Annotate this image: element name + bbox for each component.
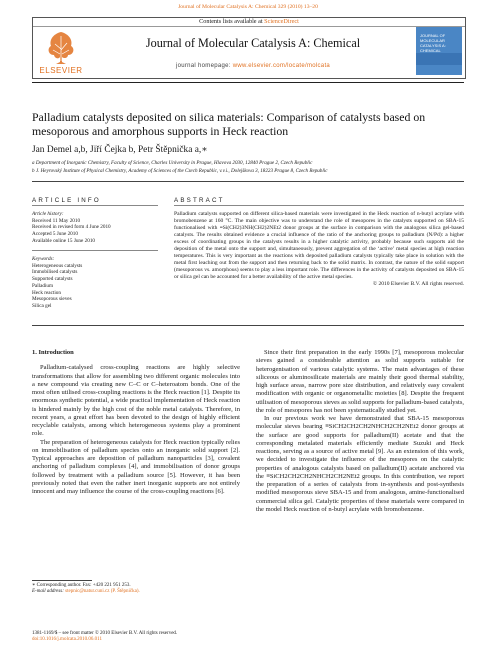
article-info-heading: ARTICLE INFO	[32, 197, 101, 204]
email-line: E-mail address: stepnic@natur.cuni.cz (P. Štěpnička).	[32, 589, 140, 595]
affiliation-b: b J. Heyrovský Institute of Physical Chemistry, Academy of Sciences of the Czech Republic, v.v.i., Dolejškova 3, 18223 Prague 8, Czech Republic	[32, 167, 328, 174]
history-item: Available online 15 June 2010	[32, 237, 96, 244]
sciencedirect-link[interactable]: ScienceDirect	[264, 18, 299, 25]
affiliations	[32, 160, 464, 175]
paragraph: In our previous work we have demonstrated that SBA-15 mesoporous molecular sieves bearing ≡SiCH2CH2CH2NHCH2CH2NEt2 donor groups at the surface are good supports for palladium(II) acetate and that the corresponding metalated materials efficiently mediate Suzuki and Heck reactions, serving as a source of active metal [9]. As an extension of this work, we decided to investigate the influence of the mesopores on the catalytic properties of analogous catalysts based on palladium(II) acetate anchored via the ≡SiCH2CH2CH2NHCH2CH2NEt2 groups. In this contribution, we report the preparation of a series of catalysts from in-synthesis and post-synthesis modified mesoporous sieve SBA-15 and from analogous, amine-functionalised commercial silica gel. Catalytic properties of these materials were compared in the model Heck reaction of n-butyl acrylate with bromobenzene.	[256, 415, 464, 513]
history-item: Received in revised form 4 June 2010	[32, 224, 111, 231]
keyword: Heck reaction	[32, 289, 61, 296]
paragraph: The preparation of heterogeneous catalysts for Heck reaction typically relies on immobilisation of palladium species onto an inorganic solid support [2]. Typical approaches are deposition of palladium nanoparticles [3], covalent anchoring of palladium complexes [4], and immobilisation of donor groups followed by treatment with a palladium source [5]. However, it has been previously noted that even the rather inert inorganic supports are not entirely innocent and may influence the course of the cross-coupling reactions [6].	[32, 438, 240, 495]
banner-divider	[33, 26, 465, 27]
issn-line: 1381-1169/$ – see front matter © 2010 Elsevier B.V. All rights reserved.	[32, 631, 178, 636]
issn-block	[32, 631, 292, 644]
keyword: Heterogeneous catalysts	[32, 262, 83, 269]
article-info-rule	[32, 205, 158, 206]
header-rule	[32, 82, 464, 83]
paragraph: Palladium-catalysed cross-coupling reactions are highly selective transformations that allow for assembling two different organic molecules into a new compound via creating new C–C or C–heteroatom bonds. One of the most often utilised cross-coupling reactions is the Heck reaction [1]. Despite its enormous synthetic potential, a wide practical implementation of Heck reaction is hindered mainly by the high cost of the noble metal catalysts. Therefore, in recent years, a great effort has been devoted to the design of highly efficient recyclable catalysts, among which heterogeneous systems play a prominent role.	[32, 364, 240, 438]
keywords-rule	[32, 250, 158, 251]
history-label: Article history:	[32, 211, 64, 217]
journal-title[interactable]: Journal of Molecular Catalysis A: Chemical	[145, 36, 361, 50]
publisher-name: ELSEVIER	[39, 66, 83, 75]
journal-banner	[32, 17, 466, 79]
history-item: Received 11 May 2010	[32, 217, 81, 224]
history-item: Accepted 5 June 2010	[32, 231, 78, 238]
keyword: Immobilised catalysts	[32, 269, 78, 276]
homepage-link[interactable]: www.elsevier.com/locate/molcata	[232, 63, 331, 69]
body-column-right	[256, 349, 464, 514]
cover-title: JOURNAL OF MOLECULAR CATALYSIS A: CHEMICAL	[420, 33, 446, 53]
journal-homepage: journal homepage: www.elsevier.com/locate/molcata	[175, 63, 331, 69]
keywords-label: Keywords:	[32, 256, 55, 262]
abstract-rule	[174, 205, 464, 206]
cover-band	[416, 53, 462, 65]
footnote-rule	[32, 580, 92, 581]
corresponding-author: ∗ Corresponding author. Fax: +420 221 951 253.	[32, 583, 131, 588]
affiliation-a: a Department of Inorganic Chemistry, Faculty of Science, Charles University in Prague, Hlavova 2030, 12840 Prague 2, Czech Republic	[32, 160, 313, 166]
running-header	[0, 4, 496, 10]
author-list: Jan Demel a,b, Jiří Čejka b, Petr Štěpnička a,∗	[32, 145, 208, 155]
article-title: Palladium catalysts deposited on silica materials: Comparison of catalysts based on mesoporous and amorphous supports in Heck reaction	[32, 110, 426, 138]
running-header-link[interactable]: Journal of Molecular Catalysis A: Chemical 329 (2010) 13–20	[178, 4, 318, 10]
footnote	[32, 583, 240, 596]
keyword: Silica gel	[32, 302, 52, 309]
elsevier-logo	[35, 28, 87, 76]
tree-icon	[43, 28, 79, 66]
title-rule	[32, 181, 464, 182]
body-column-left	[32, 349, 240, 496]
keyword: Supported catalysts	[32, 276, 73, 283]
keywords-list	[32, 256, 158, 310]
section-heading: 1. Introduction	[32, 349, 74, 356]
paragraph: Since their first preparation in the early 1990s [7], mesoporous molecular sieves gained a considerable attention as solid supports suitable for heterogenisation of various catalytic systems. The main advantages of these siliceous or aluminosilicate materials are mainly their good thermal stability, high surface areas, narrow pore size distribution, and relatively easy covalent modification with organic or organometallic moieties [8]. Despite the frequent utilisation of mesoporous sieves as solid supports for palladium-based catalysts, the role of mesopores has not been systematically studied yet.	[256, 349, 464, 414]
abstract-text: Palladium catalysts supported on different silica-based materials were investigated in the Heck reaction of n-butyl acrylate with bromobenzene at 160 °C. The main objective was to understand the role of mesopores in the catalysts supported on SBA-15 functionalised with ≡Si(CH2)3NH(CH2)2NEt2 donor groups at the surface in comparison with the analogous silica gel-based catalysts. The results obtained evidence a crucial influence of the ratio of the anchoring groups to palladium (N/Pd): a higher excess of coordinating groups in the catalysts results in a higher catalytic activity, probably because such supports aid the deposition of the metal onto the support and, simultaneously, prevent aggregation of the ‘active’ metal species at high reaction temperatures. This is very important as the reactions with deposited palladium catalysts typically take place in solution with the metal first leaching out from the support and then returning back to the solid matrix. In contrast, the nature of the solid support (mesoporous vs. amorphous) seems to play a less important role. The differences in the activity of catalysts deposited on SBA-15 or silica gel can be accounted for a better availability of the active metal species.	[174, 211, 464, 280]
abstract-heading: ABSTRACT	[174, 197, 225, 204]
email-link[interactable]: stepnic@natur.cuni.cz (P. Štěpnička).	[65, 589, 140, 595]
copyright: © 2010 Elsevier B.V. All rights reserved.	[372, 280, 464, 287]
abstract-end-rule	[32, 325, 464, 326]
contents-line: Contents lists available at ScienceDirect	[199, 18, 299, 25]
journal-cover-thumbnail[interactable]	[416, 27, 462, 75]
keyword: Palladium	[32, 282, 54, 289]
article-history	[32, 211, 158, 245]
abstract-body	[174, 211, 464, 287]
doi-link[interactable]: doi:10.1016/j.molcata.2010.06.011	[32, 637, 102, 643]
keyword: Mesoporous sieves	[32, 296, 72, 303]
